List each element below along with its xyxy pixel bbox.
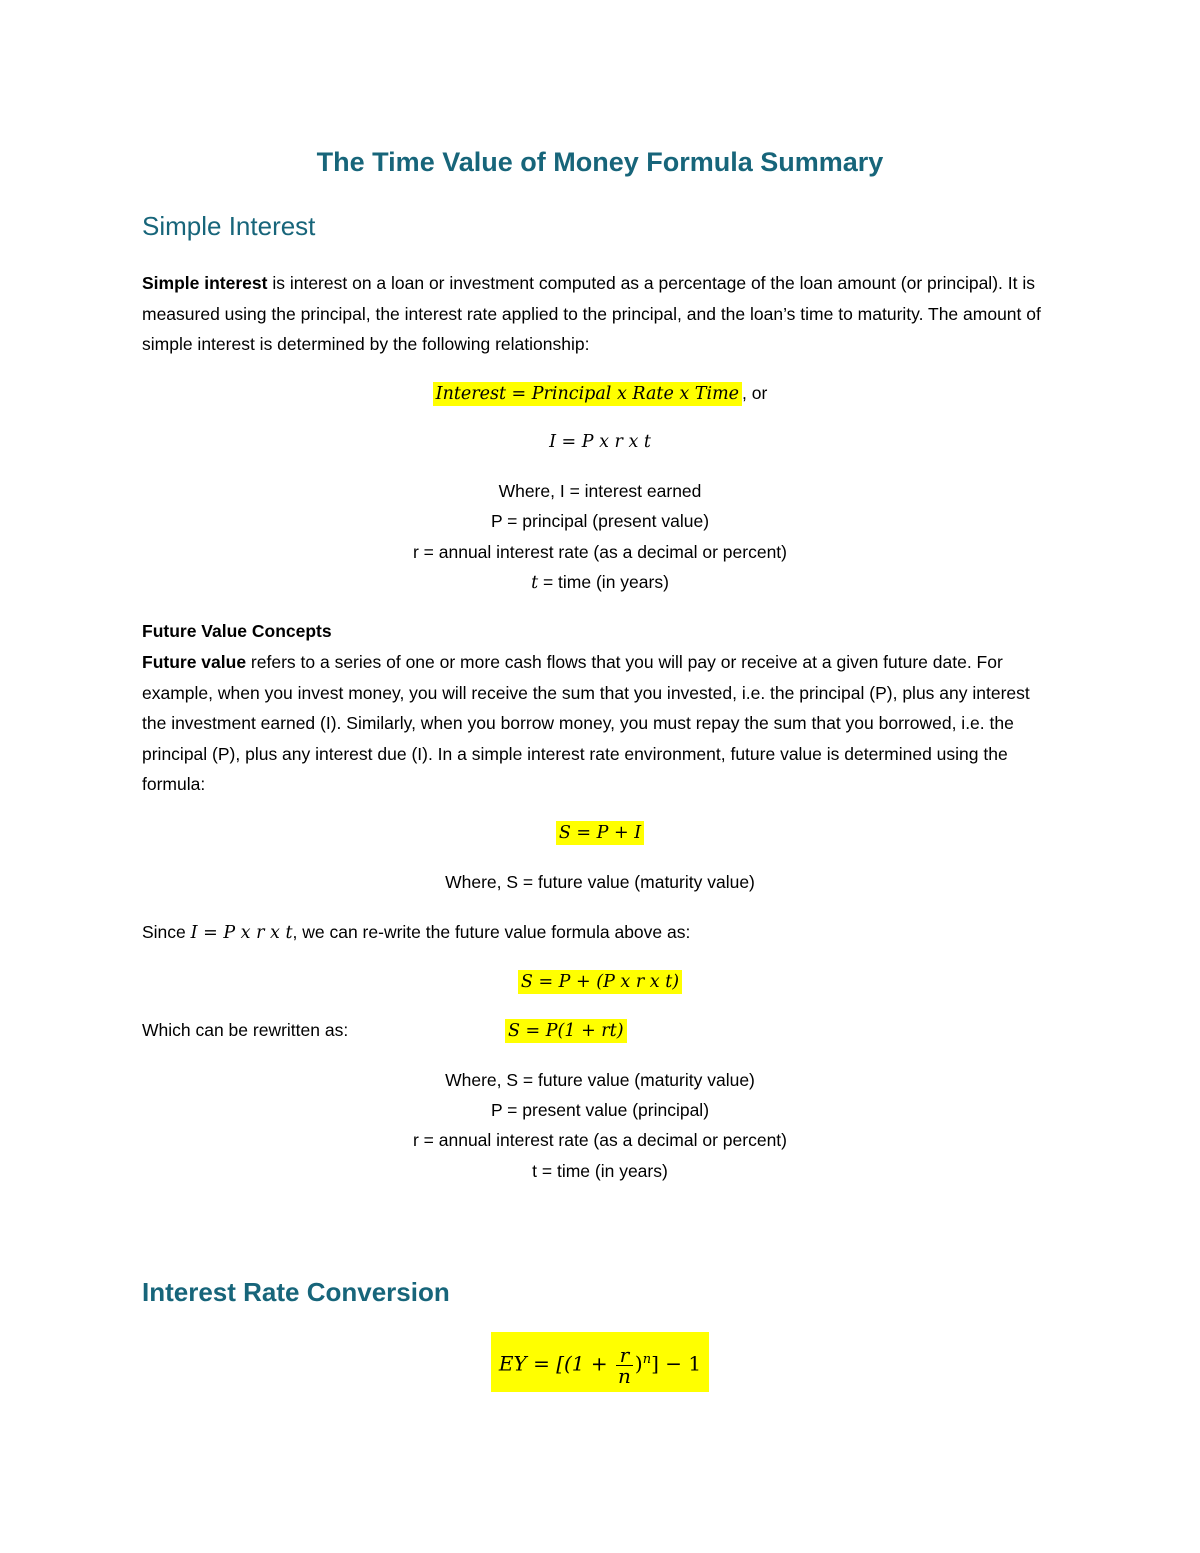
fraction-numerator: r [619, 1342, 630, 1367]
future-value-subheading: Future Value Concepts [142, 621, 332, 641]
compact-formula: S = P(1 + rt) [505, 1019, 627, 1043]
future-value-term: Future value [142, 652, 247, 672]
ey-left: EY = [(1 + [498, 1351, 614, 1376]
expanded-formula-line [0, 966, 1200, 998]
where-annual-rate: r = annual interest rate (as a decimal or percent) [412, 1130, 787, 1150]
heading-interest-rate-conversion: Interest Rate Conversion [142, 1277, 450, 1307]
where-time-years: t = time (in years) [532, 1161, 668, 1181]
where-maturity: Where, S = future value (maturity value) [445, 1070, 755, 1090]
future-value-formula: S = P + I [556, 821, 644, 845]
where-principal: P = principal (present value) [490, 511, 710, 531]
time-definition: = time (in years) [538, 572, 669, 592]
since-formula: I = P x r x t [190, 923, 293, 943]
future-value-paragraph [142, 647, 1052, 800]
where-future-value: Where, S = future value (maturity value) [445, 872, 755, 892]
interest-formula-line [0, 378, 1200, 410]
where-time [0, 567, 1200, 599]
simple-interest-paragraph [142, 268, 1052, 360]
ey-right: ] − 1 [651, 1351, 702, 1376]
future-value-formula-line [0, 817, 1200, 849]
where-present-value: P = present value (principal) [490, 1100, 710, 1120]
simple-interest-text: is interest on a loan or investment computed as a percentage of the loan amount (or principal). It is measured using the principal, the interest rate applied to the principal, and the loan’s time to maturity. The amount of simple interest is determined by the following relationship: [142, 273, 1041, 354]
effective-yield-formula-line [0, 1332, 1200, 1392]
effective-yield-formula: EY = [(1 + $\frac{r}{n}$ )$^n$] − 1 [491, 1332, 709, 1392]
since-prefix: Since [142, 922, 191, 942]
page-title: The Time Value of Money Formula Summary [316, 147, 884, 177]
r-over-n-fraction [616, 1342, 633, 1388]
exponent: n [642, 1352, 652, 1367]
since-suffix: , we can re-write the future value formula above as: [292, 922, 691, 942]
compact-formula-line [505, 1015, 627, 1047]
heading-simple-interest: Simple Interest [142, 211, 316, 241]
where-rate: r = annual interest rate (as a decimal or percent) [412, 542, 787, 562]
where-interest-earned: Where, I = interest earned [498, 481, 702, 501]
time-variable: t [531, 573, 539, 593]
since-line [142, 917, 1052, 949]
interest-formula-suffix: , or [742, 383, 768, 403]
simple-interest-term: Simple interest [142, 273, 268, 293]
future-value-text: refers to a series of one or more cash flows that you will pay or receive at a given future date. For example, when you invest money, you will receive the sum that you invested, i.e. the principal (P), plus any interest the investment earned (I). Similarly, when you borrow money, you must repay the sum that you borrowed, i.e. the principal (P), plus any interest due (I). In a simple interest rate environment, future value is determined using the formula: [142, 652, 1030, 794]
expanded-formula: S = P + (P x r x t) [518, 970, 682, 994]
interest-formula-short: I = P x r x t [549, 432, 651, 452]
rewritten-label: Which can be rewritten as: [142, 1020, 349, 1040]
interest-formula: Interest = Principal x Rate x Time [433, 382, 742, 406]
fraction-denominator: n [618, 1363, 631, 1388]
